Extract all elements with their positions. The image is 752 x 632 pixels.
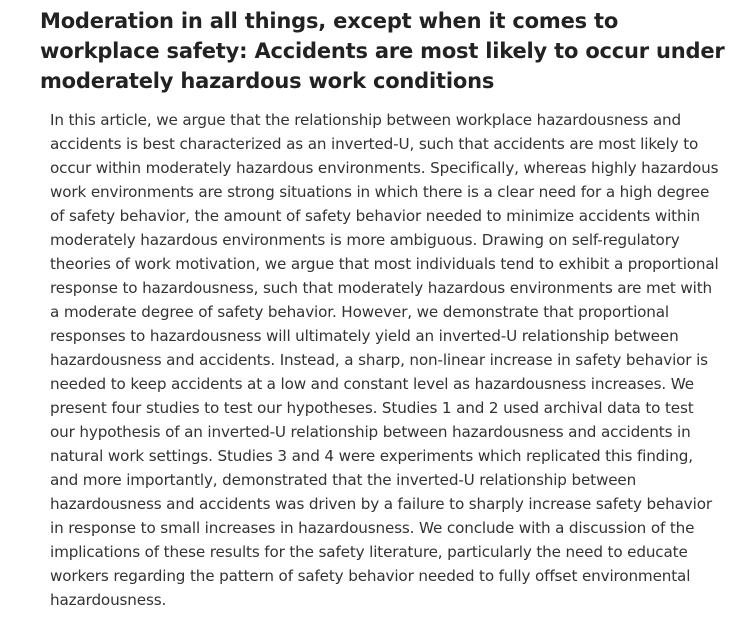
article-title: Moderation in all things, except when it comes to workplace safety: Accidents are most likely to occur under moderately hazardous work conditions [40,9,725,93]
article-abstract: In this article, we argue that the relationship between workplace hazardousness and accidents is best characterized as an inverted-U, such that accidents are most likely to occur within moderately hazardous environments. Specifically, whereas highly hazardous work environments are strong situations in which there is a clear need for a high degree of safety behavior, the amount of safety behavior needed to minimize accidents within moderately hazardous environments is more ambiguous. Drawing on self-regulatory theories of work motivation, we argue that most individuals tend to exhibit a proportional response to hazardousness, such that moderately hazardous environments are met with a moderate degree of safety behavior. However, we demonstrate that proportional responses to hazardousness will ultimately yield an inverted-U relationship between hazardousness and accidents. Instead, a sharp, non-linear increase in safety behavior is needed to keep accidents at a low and constant level as hazardousness increases. We present four studies to test our hypotheses. Studies 1 and 2 used archival data to test our hypothesis of an inverted-U relationship between hazardousness and accidents in natural work settings. Studies 3 and 4 were experiments which replicated this finding, and more importantly, demonstrated that the inverted-U relationship between hazardousness and accidents was driven by a failure to sharply increase safety behavior in response to small increases in hazardousness. We conclude with a discussion of the implications of these results for the safety literature, particularly the need to educate workers regarding the pattern of safety behavior needed to fully offset environmental hazardousness. [50,111,719,609]
